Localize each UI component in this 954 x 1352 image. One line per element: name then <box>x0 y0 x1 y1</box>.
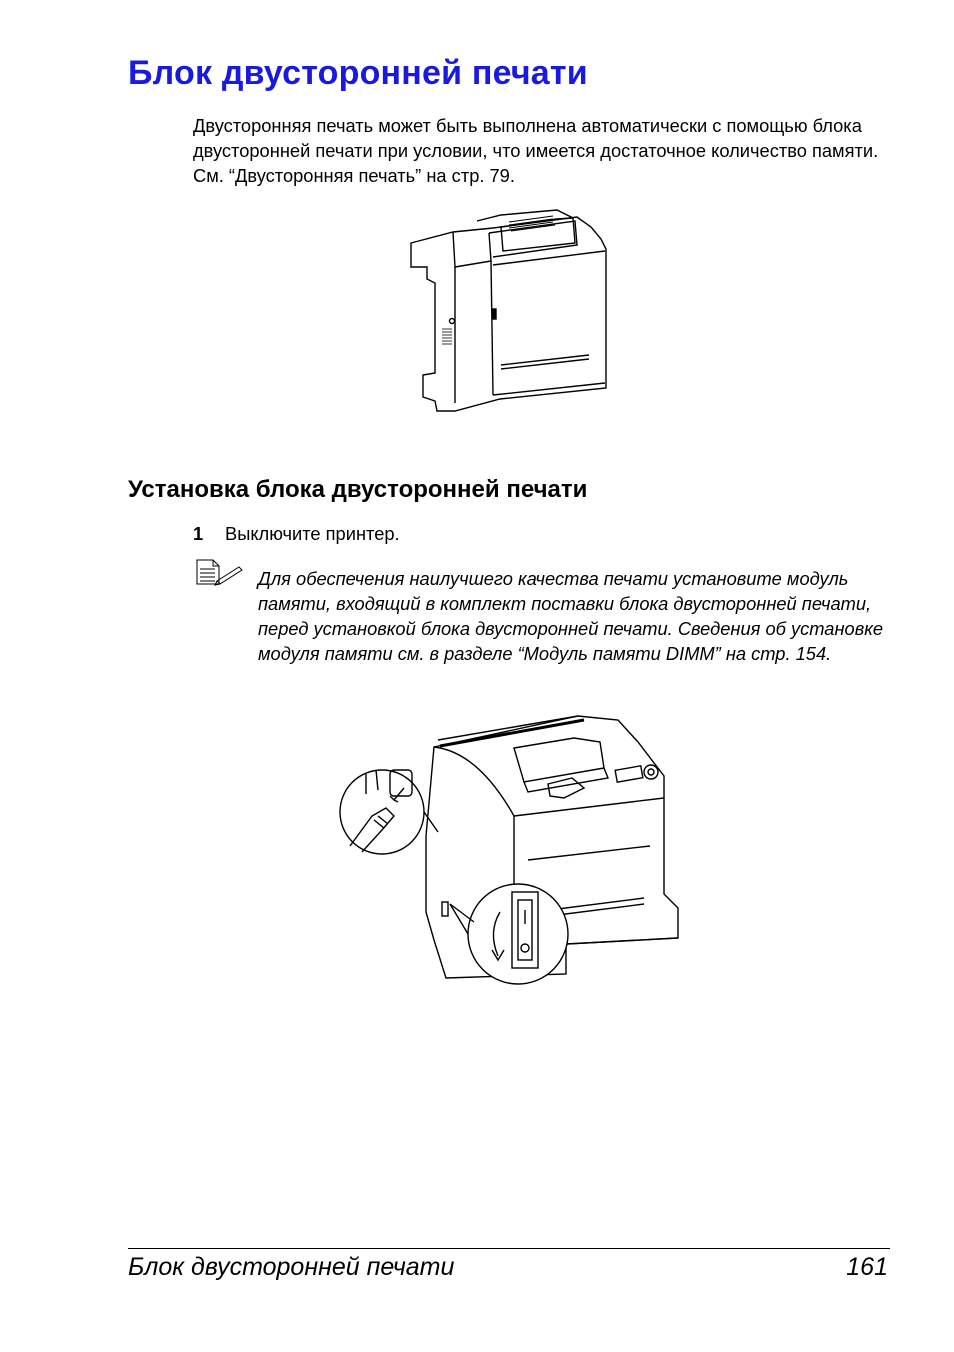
footer-title: Блок двусторонней печати <box>128 1253 455 1281</box>
step-1 <box>193 523 400 545</box>
footer-rule <box>128 1248 890 1249</box>
page-title: Блок двусторонней печати <box>128 54 588 92</box>
step-text: Выключите принтер. <box>225 523 400 544</box>
duplex-unit-illustration <box>405 205 615 420</box>
step-number: 1 <box>193 523 204 544</box>
note-icon <box>195 557 245 587</box>
intro-paragraph: Двусторонняя печать может быть выполнена автоматически с помощью блока двусторонней печати при условии, что имеется достаточное количество памяти. См. “Двусторонняя печать” на стр. 79. <box>193 115 879 186</box>
note-text: Для обеспечения наилучшего качества печати установите модуль памяти, входящий в комплект поставки блока двусторонней печати, перед установкой блока двусторонней печати. Сведения об установке модуля памяти см. в разделе “Модуль памяти DIMM” на стр. 154. <box>258 568 884 664</box>
page-number: 161 <box>846 1253 888 1281</box>
printer-power-off-illustration <box>338 712 683 1002</box>
section-title: Установка блока двусторонней печати <box>128 476 588 503</box>
